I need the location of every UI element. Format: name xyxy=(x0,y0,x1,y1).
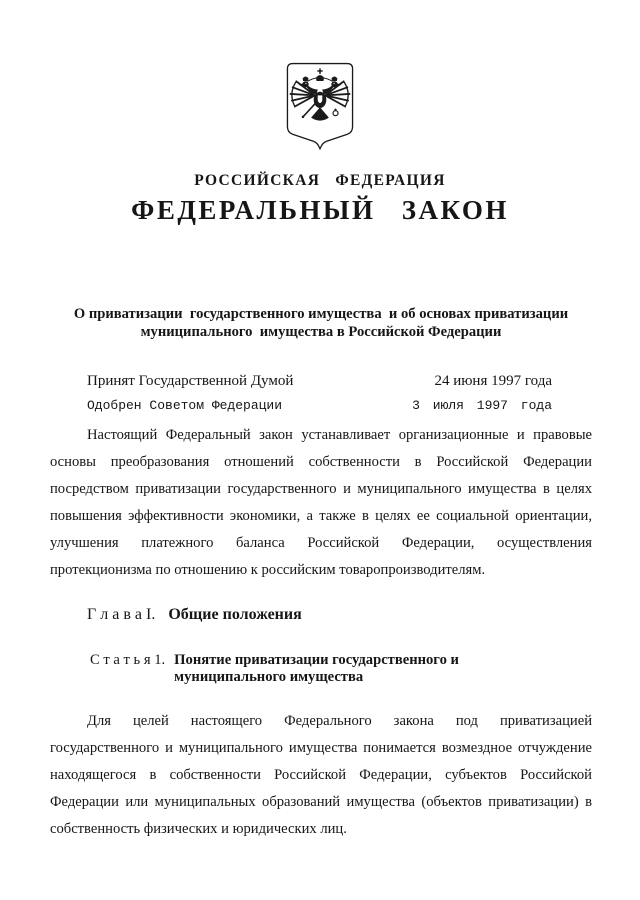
adoption-row-council xyxy=(50,396,592,415)
country-name: РОССИЙСКАЯ ФЕДЕРАЦИЯ xyxy=(194,172,446,189)
text-line: Для целей настоящего Федерального закона под приватизацией xyxy=(87,713,592,729)
chapter-title: Общие положения xyxy=(168,606,302,623)
article-title-line1: Понятие приватизации государственного и xyxy=(174,652,459,668)
article-body-paragraph xyxy=(50,708,592,843)
text-line: Федерации или муниципальных образований имущества (объектов приватизации) в xyxy=(50,794,592,810)
article-title-line2: муниципального имущества xyxy=(174,669,364,685)
preamble-paragraph xyxy=(50,422,592,584)
text-line: находящегося в собственности Российской Федерации, субъектов Российской xyxy=(50,767,592,783)
text-line: посредством приватизации государственного и муниципального имущества в целях xyxy=(50,481,592,497)
duma-adoption-date: 24 июня 1997 года xyxy=(434,373,552,389)
text-line: повышения эффективности экономики, а также в целях ее социальной ориентации, xyxy=(50,508,592,524)
adopted-by-duma-label: Принят Государственной Думой xyxy=(87,373,294,389)
text-line: основы преобразования отношений собственности в Российской Федерации xyxy=(50,454,592,470)
text-line: протекционизма по отношению к российским товаропроизводителям. xyxy=(50,562,486,578)
adoption-row-duma xyxy=(50,372,592,391)
council-approval-date: 3 июля 1997 года xyxy=(412,398,552,413)
chapter-heading xyxy=(87,605,592,625)
coat-of-arms-double-headed-eagle-icon xyxy=(283,60,357,156)
text-line: Настоящий Федеральный закон устанавливает организационные и правовые xyxy=(87,427,592,443)
text-line: собственность физических и юридических лиц. xyxy=(50,821,347,837)
chapter-label: Г л а в а I. xyxy=(87,606,156,623)
text-line: государственного и муниципального имущества понимается возмездное отчуждение xyxy=(50,740,592,756)
article-title xyxy=(174,652,459,686)
text-line: улучшения платежного баланса Российской Федерации, осуществления xyxy=(50,535,592,551)
document-type-title: ФЕДЕРАЛЬНЫЙ ЗАКОН xyxy=(131,195,509,225)
law-title-line2: муниципального имущества в Российской Федерации xyxy=(140,323,502,340)
article-heading xyxy=(90,652,592,686)
approved-by-council-label: Одобрен Советом Федерации xyxy=(87,398,283,413)
law-title xyxy=(50,306,592,341)
law-title-line1: О приватизации государственного имущества и об основах приватизации xyxy=(73,306,569,322)
adoption-block xyxy=(50,372,592,415)
article-label: С т а т ь я 1. xyxy=(90,652,166,668)
